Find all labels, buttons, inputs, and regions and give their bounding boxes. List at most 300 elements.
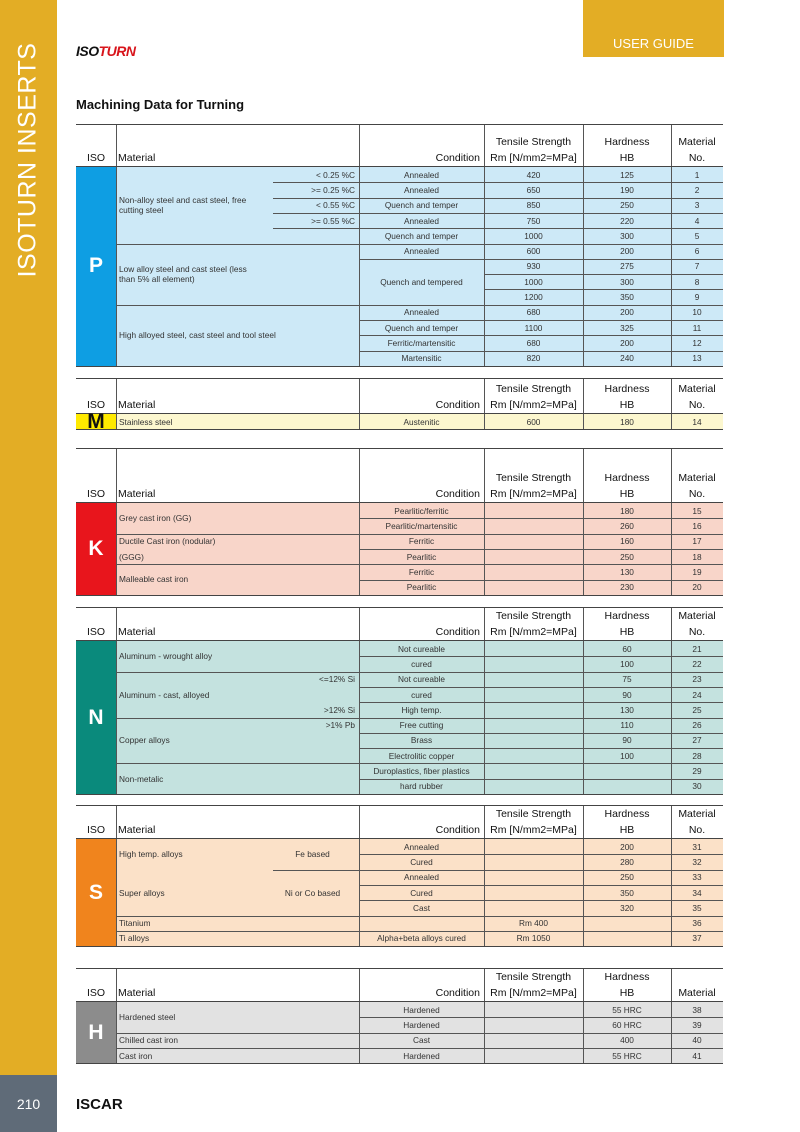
condition-cell-text: Annealed xyxy=(403,841,440,852)
header-iso-line: ISO xyxy=(86,398,106,411)
header-hardness-text xyxy=(583,471,671,502)
material-cell xyxy=(116,763,359,794)
condition-cell-text: Hardened xyxy=(403,1004,440,1015)
header-tensile-text xyxy=(484,382,583,413)
condition-cell xyxy=(359,534,484,549)
hardness-cell-text: 200 xyxy=(620,246,634,257)
hardness-cell-text: 90 xyxy=(622,689,632,700)
header-divider xyxy=(484,806,485,838)
condition-cell xyxy=(359,351,484,366)
column-divider xyxy=(359,641,360,794)
header-divider xyxy=(671,806,672,838)
hardness-cell xyxy=(583,672,671,687)
material-cell xyxy=(116,414,359,429)
header-tensile-line: Tensile Strength xyxy=(495,383,572,395)
material-cell-text: High alloyed steel, cast steel and tool steel xyxy=(119,330,276,341)
header-material xyxy=(116,449,359,502)
hardness-cell-text: 320 xyxy=(620,902,634,913)
condition-cell-text: Austenitic xyxy=(403,416,440,427)
condition-cell-text: Pearlitic/martensitic xyxy=(385,520,458,531)
condition-cell xyxy=(359,885,484,900)
condition-cell-text: Alpha+beta alloys cured xyxy=(377,933,466,944)
condition-cell-text: Duroplastics, fiber plastics xyxy=(373,766,470,777)
condition-cell xyxy=(359,518,484,533)
tensile-cell-text: 820 xyxy=(526,353,541,364)
header-material-text xyxy=(116,398,359,414)
hardness-cell-text: 180 xyxy=(620,416,634,427)
header-condition-text xyxy=(359,823,484,839)
header-material-text xyxy=(116,151,359,167)
material-cell xyxy=(116,534,359,549)
material-cell xyxy=(116,244,359,305)
table-header xyxy=(76,805,723,839)
condition-cell xyxy=(359,228,484,243)
condition-cell xyxy=(359,900,484,915)
hardness-cell xyxy=(583,854,671,869)
hardness-cell-text: 250 xyxy=(620,872,634,883)
user-guide-label: USER GUIDE xyxy=(613,36,694,51)
row-divider xyxy=(359,228,723,229)
condition-cell-text: Annealed xyxy=(403,872,440,883)
tensile-cell xyxy=(484,931,583,946)
table-body xyxy=(76,503,723,596)
material-cell-text: Non-alloy steel and cast steel, free cutting steel xyxy=(119,195,247,216)
condition-cell-text: Quench and temper xyxy=(384,230,459,241)
material-no-cell-text: 4 xyxy=(694,215,700,226)
header-hardness xyxy=(583,125,671,166)
condition-cell-text: Annealed xyxy=(403,215,440,226)
row-divider xyxy=(359,916,723,917)
header-hardness-line: Hardness xyxy=(604,472,650,484)
condition-cell-text: Hardened xyxy=(403,1050,440,1061)
header-hardness xyxy=(583,379,671,413)
tensile-cell xyxy=(484,748,583,763)
condition-cell xyxy=(359,182,484,197)
tensile-cell-text: 850 xyxy=(526,200,541,211)
material-no-cell xyxy=(671,213,723,228)
header-condition xyxy=(359,379,484,413)
row-divider xyxy=(116,672,359,673)
condition-cell xyxy=(359,854,484,869)
tensile-cell xyxy=(484,182,583,197)
header-iso-text xyxy=(76,823,116,839)
hardness-cell-text: 75 xyxy=(622,674,632,685)
tensile-cell xyxy=(484,779,583,794)
header-divider xyxy=(583,449,584,502)
material-cell-text: Titanium xyxy=(119,918,151,929)
header-tensile-line: Rm [N/mm2=MPa] xyxy=(490,487,577,500)
tensile-cell xyxy=(484,549,583,564)
material-no-cell-text: 41 xyxy=(692,1050,702,1061)
condition-cell xyxy=(359,244,484,259)
tensile-cell xyxy=(484,244,583,259)
hardness-cell xyxy=(583,839,671,854)
header-tensile xyxy=(484,608,583,640)
hardness-cell-text: 55 HRC xyxy=(612,1004,642,1015)
material-subtype-cell xyxy=(266,839,359,870)
row-divider xyxy=(359,564,723,565)
material-no-cell-text: 36 xyxy=(692,918,702,929)
header-hardness-line: HB xyxy=(619,398,635,411)
tensile-cell xyxy=(484,1017,583,1032)
hardness-cell xyxy=(583,305,671,320)
header-iso xyxy=(76,449,116,502)
header-divider xyxy=(484,125,485,166)
material-cell-text: Stainless steel xyxy=(119,416,173,427)
row-divider xyxy=(359,335,723,336)
header-divider xyxy=(583,806,584,838)
row-divider xyxy=(116,305,723,306)
row-divider xyxy=(359,1017,723,1018)
hardness-cell-text: 400 xyxy=(620,1035,634,1046)
row-divider xyxy=(359,580,723,581)
header-iso-text xyxy=(76,487,116,503)
condition-cell xyxy=(359,414,484,429)
tensile-cell-text: 600 xyxy=(526,416,541,427)
material-no-cell xyxy=(671,228,723,243)
row-divider xyxy=(359,1048,723,1049)
condition-cell xyxy=(359,1048,484,1063)
row-divider xyxy=(359,748,723,749)
tensile-cell xyxy=(484,687,583,702)
hardness-cell-text: 130 xyxy=(620,566,634,577)
hardness-cell xyxy=(583,503,671,518)
header-material-line: Material xyxy=(118,151,156,164)
condition-cell xyxy=(359,335,484,350)
material-cell-text: Low alloy steel and cast steel (less than 5% all element) xyxy=(119,264,247,285)
condition-cell-text: Quench and temper xyxy=(384,322,459,333)
header-divider xyxy=(583,608,584,640)
row-divider xyxy=(116,931,359,932)
header-iso-line: ISO xyxy=(86,487,106,500)
column-divider xyxy=(671,641,672,794)
hardness-cell xyxy=(583,259,671,274)
material-cell-text: High temp. alloys xyxy=(119,849,183,860)
header-material-no xyxy=(671,969,723,1001)
material-cell xyxy=(116,1048,359,1063)
material-cell-text: Copper alloys xyxy=(119,735,170,746)
material-no-cell-text: 29 xyxy=(692,766,702,777)
condition-cell xyxy=(359,779,484,794)
material-cell-text: Aluminum - cast, alloyed xyxy=(119,689,210,700)
header-material-no-line: Material xyxy=(678,986,716,999)
hardness-cell xyxy=(583,687,671,702)
header-material xyxy=(116,806,359,838)
material-no-cell-text: 20 xyxy=(692,582,702,593)
header-divider xyxy=(359,379,360,413)
header-material xyxy=(116,608,359,640)
hardness-cell-text: 190 xyxy=(620,184,634,195)
hardness-cell xyxy=(583,641,671,656)
row-divider xyxy=(359,718,723,719)
tensile-cell-text: 1000 xyxy=(524,276,543,287)
row-divider xyxy=(116,244,723,245)
header-iso-line: ISO xyxy=(86,986,106,999)
header-material xyxy=(116,969,359,1001)
row-divider xyxy=(273,870,359,871)
material-subtype-cell xyxy=(273,167,359,182)
header-tensile-line: Tensile Strength xyxy=(495,472,572,484)
header-material-no xyxy=(671,449,723,502)
header-iso xyxy=(76,969,116,1001)
header-hardness-line: HB xyxy=(619,986,635,999)
tensile-cell-text: 1200 xyxy=(524,292,543,303)
material-cell-text: Ti alloys xyxy=(119,933,150,944)
hardness-cell xyxy=(583,1048,671,1063)
header-material-no-line: No. xyxy=(688,398,706,411)
column-divider xyxy=(671,839,672,946)
material-no-cell xyxy=(671,779,723,794)
header-divider xyxy=(359,449,360,502)
condition-cell xyxy=(359,1002,484,1017)
material-subtype-cell-text: >= 0.25 %C xyxy=(311,184,355,195)
header-material-no xyxy=(671,125,723,166)
material-subtype-cell-text: <=12% Si xyxy=(319,674,355,685)
header-tensile-line: Rm [N/mm2=MPa] xyxy=(490,398,577,411)
hardness-cell-text: 230 xyxy=(620,582,634,593)
material-cell xyxy=(116,931,359,946)
header-tensile-text xyxy=(484,807,583,838)
material-subtype-cell xyxy=(273,213,359,228)
user-guide-tab xyxy=(583,0,724,57)
header-hardness-text xyxy=(583,609,671,640)
tensile-cell xyxy=(484,213,583,228)
hardness-cell xyxy=(583,1017,671,1032)
condition-cell-text: Martensitic xyxy=(401,353,442,364)
tensile-cell xyxy=(484,274,583,289)
column-divider xyxy=(671,1002,672,1063)
header-tensile xyxy=(484,806,583,838)
material-no-cell xyxy=(671,1033,723,1048)
iso-letter-h: H xyxy=(76,1002,116,1063)
tensile-cell xyxy=(484,351,583,366)
header-material-no-text xyxy=(671,807,723,838)
condition-cell xyxy=(359,656,484,671)
material-no-cell xyxy=(671,854,723,869)
header-condition xyxy=(359,608,484,640)
condition-cell xyxy=(359,580,484,595)
material-no-cell-text: 33 xyxy=(692,872,702,883)
header-tensile xyxy=(484,379,583,413)
material-cell xyxy=(116,870,266,916)
header-material-no-line: Material xyxy=(678,472,716,484)
material-no-cell xyxy=(671,518,723,533)
hardness-cell-text: 275 xyxy=(620,261,634,272)
condition-cell-text: Annealed xyxy=(403,184,440,195)
material-subtype-cell-text: Fe based xyxy=(295,849,330,860)
material-no-cell xyxy=(671,641,723,656)
row-divider xyxy=(359,672,723,673)
hardness-cell-text: 160 xyxy=(620,536,634,547)
table-header xyxy=(76,378,723,414)
tensile-cell xyxy=(484,870,583,885)
material-no-cell xyxy=(671,733,723,748)
side-title-text: ISOTURN INSERTS xyxy=(13,42,42,278)
row-divider xyxy=(359,870,723,871)
material-cell xyxy=(116,503,359,534)
header-condition xyxy=(359,969,484,1001)
header-material-no-line: Material xyxy=(678,610,716,622)
column-divider xyxy=(583,503,584,595)
hardness-cell xyxy=(583,274,671,289)
material-no-cell-text: 35 xyxy=(692,902,702,913)
tensile-cell xyxy=(484,763,583,778)
row-divider xyxy=(359,702,723,703)
material-cell-text: Non-metalic xyxy=(119,773,164,784)
header-condition-line: Condition xyxy=(435,151,480,164)
header-material-no-line: No. xyxy=(688,625,706,638)
row-divider xyxy=(359,518,723,519)
material-cell xyxy=(116,564,359,595)
row-divider xyxy=(273,182,359,183)
hardness-cell xyxy=(583,1033,671,1048)
header-material-no-line: No. xyxy=(688,151,706,164)
iso-group-n xyxy=(76,607,723,795)
hardness-cell-text: 100 xyxy=(620,658,634,669)
header-hardness-line: HB xyxy=(619,625,635,638)
tensile-cell xyxy=(484,885,583,900)
header-tensile-line: Tensile Strength xyxy=(495,610,572,622)
hardness-cell xyxy=(583,916,671,931)
header-divider xyxy=(116,125,117,166)
row-divider xyxy=(359,687,723,688)
row-divider xyxy=(116,1033,359,1034)
condition-cell xyxy=(359,839,484,854)
material-no-cell-text: 26 xyxy=(692,720,702,731)
header-divider xyxy=(116,449,117,502)
row-divider xyxy=(359,900,723,901)
condition-cell-text: Cast xyxy=(412,1035,431,1046)
side-title xyxy=(0,40,57,280)
column-divider xyxy=(583,414,584,429)
hardness-cell-text: 240 xyxy=(620,353,634,364)
row-divider xyxy=(116,564,359,565)
material-no-cell-text: 30 xyxy=(692,781,702,792)
hardness-cell-text: 250 xyxy=(620,551,634,562)
material-no-cell xyxy=(671,702,723,717)
material-no-cell xyxy=(671,503,723,518)
condition-cell-text: Ferritic xyxy=(408,536,435,547)
column-divider xyxy=(484,1002,485,1063)
table-body xyxy=(76,1002,723,1064)
material-no-cell xyxy=(671,656,723,671)
row-divider xyxy=(273,198,359,199)
page-title: Machining Data for Turning xyxy=(76,97,245,112)
header-material-text xyxy=(116,823,359,839)
header-material-no xyxy=(671,806,723,838)
condition-cell-text: cured xyxy=(411,689,432,700)
material-no-cell-text: 2 xyxy=(694,184,700,195)
header-iso-line: ISO xyxy=(86,625,106,638)
header-material xyxy=(116,125,359,166)
hardness-cell xyxy=(583,335,671,350)
material-no-cell-text: 37 xyxy=(692,933,702,944)
iso-letter-p: P xyxy=(76,167,116,366)
condition-cell-text: Cured xyxy=(410,856,433,867)
material-no-cell-text: 28 xyxy=(692,750,702,761)
header-hardness-line: HB xyxy=(619,487,635,500)
hardness-cell-text: 200 xyxy=(620,307,634,318)
material-no-cell xyxy=(671,305,723,320)
condition-cell-text: Not cureable xyxy=(397,643,446,654)
tensile-cell xyxy=(484,900,583,915)
tensile-cell xyxy=(484,1033,583,1048)
material-cell xyxy=(116,1033,359,1048)
row-divider xyxy=(359,213,723,214)
header-condition-line: Condition xyxy=(435,487,480,500)
row-divider xyxy=(359,549,723,550)
material-no-cell xyxy=(671,414,723,429)
material-no-cell-text: 27 xyxy=(692,735,702,746)
material-no-cell-text: 12 xyxy=(692,337,702,348)
header-divider xyxy=(671,125,672,166)
tensile-cell-text: 600 xyxy=(526,246,541,257)
header-iso-line: ISO xyxy=(86,151,106,164)
column-divider xyxy=(671,167,672,366)
condition-cell xyxy=(359,198,484,213)
hardness-cell xyxy=(583,885,671,900)
hardness-cell xyxy=(583,718,671,733)
material-no-cell-text: 7 xyxy=(694,261,700,272)
header-hardness xyxy=(583,449,671,502)
header-material-no-text xyxy=(671,986,723,1002)
header-material-line: Material xyxy=(118,398,156,411)
material-no-cell-text: 1 xyxy=(694,169,700,180)
condition-cell xyxy=(359,733,484,748)
material-subtype-cell xyxy=(236,718,359,733)
header-hardness-line: HB xyxy=(619,823,635,836)
tensile-cell xyxy=(484,641,583,656)
row-divider xyxy=(116,916,359,917)
header-material-no-line: No. xyxy=(688,487,706,500)
condition-cell xyxy=(359,320,484,335)
material-no-cell-text: 14 xyxy=(692,416,702,427)
tensile-cell-text: 750 xyxy=(526,215,541,226)
material-subtype-cell-text: >1% Pb xyxy=(325,720,355,731)
header-material-no-line: Material xyxy=(678,808,716,820)
condition-cell-text: Free cutting xyxy=(399,720,444,731)
iso-letter-k: K xyxy=(76,503,116,595)
iso-letter-m: M xyxy=(76,414,116,429)
header-tensile xyxy=(484,125,583,166)
hardness-cell-text: 90 xyxy=(622,735,632,746)
hardness-cell xyxy=(583,198,671,213)
hardness-cell xyxy=(583,414,671,429)
hardness-cell-text: 325 xyxy=(620,322,634,333)
tensile-cell-text: 680 xyxy=(526,307,541,318)
row-divider xyxy=(359,182,723,183)
header-hardness-line: Hardness xyxy=(604,971,650,983)
row-divider xyxy=(116,718,359,719)
header-condition-text xyxy=(359,151,484,167)
header-condition-line: Condition xyxy=(435,986,480,999)
header-hardness-text xyxy=(583,970,671,1001)
condition-cell xyxy=(359,564,484,579)
column-divider xyxy=(359,414,360,429)
column-divider xyxy=(583,167,584,366)
material-no-cell-text: 8 xyxy=(694,276,700,287)
header-hardness-text xyxy=(583,807,671,838)
hardness-cell-text: 200 xyxy=(620,337,634,348)
condition-cell-text: cured xyxy=(411,658,432,669)
material-no-cell xyxy=(671,198,723,213)
tensile-cell-text: Rm 400 xyxy=(518,918,549,929)
row-divider xyxy=(116,763,359,764)
material-cell-text: Super alloys xyxy=(119,887,165,898)
material-cell-text: Hardened steel xyxy=(119,1012,176,1023)
material-cell-text: Malleable cast iron xyxy=(119,574,189,585)
tensile-cell xyxy=(484,259,583,274)
